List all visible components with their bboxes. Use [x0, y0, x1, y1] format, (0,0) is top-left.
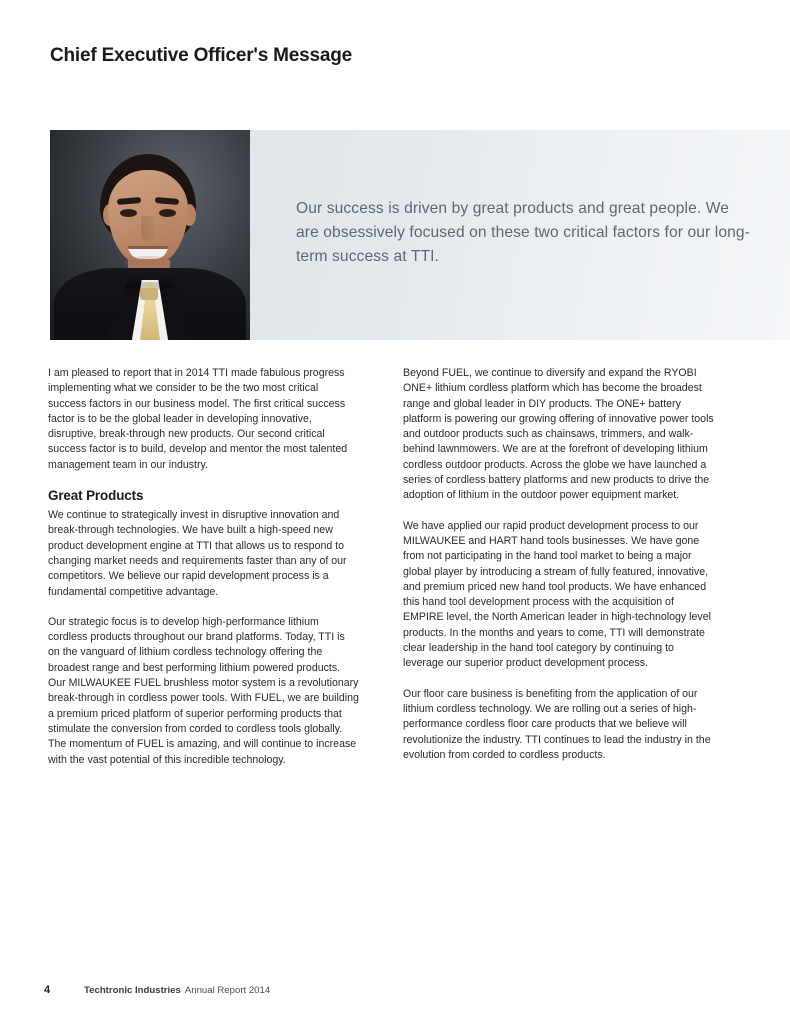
ceo-portrait-photo: [50, 130, 250, 340]
hero-band: [50, 130, 790, 340]
footer-company-name: Techtronic Industries: [84, 985, 181, 996]
page-title: Chief Executive Officer's Message: [50, 45, 353, 66]
left-paragraph-2: We continue to strategically invest in disruptive innovation and break-through technologies. We have built a high-speed new product development engine at TTI that allows us to respond to changing market needs and requirements faster than any of our competitors. We believe our rapid development process is a fundamental competitive advantage.: [48, 509, 347, 598]
right-paragraph-1: Beyond FUEL, we continue to diversify and expand the RYOBI ONE+ lithium cordless platform which has become the broadest range and global leader in DIY products. The ONE+ battery platform is powering our growing offering of innovative power tools and outdoor products such as chainsaws, trimmers, and walk-behind lawnmowers. We are at the forefront of developing lithium cordless outdoor products. Across the globe we have launched a series of cordless battery platforms and new products to drive the adoption of lithium in the outdoor power equipment market.: [403, 367, 714, 502]
pull-quote-text: Our success is driven by great products and great people. We are obsessively focused on these two critical factors for our long-term success at TTI.: [296, 200, 750, 265]
body-columns: [48, 366, 714, 783]
left-paragraph-3: Our strategic focus is to develop high-performance lithium cordless products throughout our brand platforms. Today, TTI is on the vanguard of lithium cordless technology offering the broadest range and best performing lithium powered products. Our MILWAUKEE FUEL brushless motor system is a revolutionary break-through in cordless power tools. With FUEL, we are building a premium priced platform of superior performing products that stimulate the conversion from corded to cordless tools globally. The momentum of FUEL is amazing, and will continue to increase with the vast potential of this incredible technology.: [48, 615, 359, 766]
footer-report-name: Annual Report 2014: [184, 985, 271, 996]
portrait-nose: [141, 216, 155, 242]
portrait-eye-left: [120, 209, 137, 217]
portrait-necktie-knot: [140, 288, 158, 300]
section-heading-great-products: Great Products: [48, 488, 144, 504]
right-paragraph-2: We have applied our rapid product development process to our MILWAUKEE and HART hand tools businesses. We have gone from not participating in the hand tool market to being a major global player by introducing a stream of fully featured, innovative, and premium priced new hand tool products. We have enhanced this hand tool development process with the acquisition of EMPIRE level, the North American leader in high-technology level products. In the months and years to come, TTI will demonstrate clear leadership in the hand tool category by continuing to leverage our superior product development process.: [403, 519, 711, 670]
left-paragraph-1: I am pleased to report that in 2014 TTI made fabulous progress implementing what we consider to be the two most critical success factors in our business model. The first critical success factor is to be the global leader in developing innovative, disruptive, break-through new products. Our second critical success factor is to build, develop and mentor the most talented management team in our industry.: [48, 367, 348, 471]
right-paragraph-3: Our floor care business is benefiting from the application of our lithium cordless technology. We are rolling out a series of high-performance cordless floor care products that we believe will revolutionize the industry. TTI continues to lead the industry in the evolution from corded to cordless products.: [403, 687, 711, 761]
left-column: [48, 366, 359, 783]
right-column: [403, 366, 714, 783]
page-footer: [44, 984, 270, 996]
pull-quote: [250, 130, 790, 340]
portrait-eye-right: [159, 209, 176, 217]
footer-page-number: 4: [44, 984, 51, 996]
